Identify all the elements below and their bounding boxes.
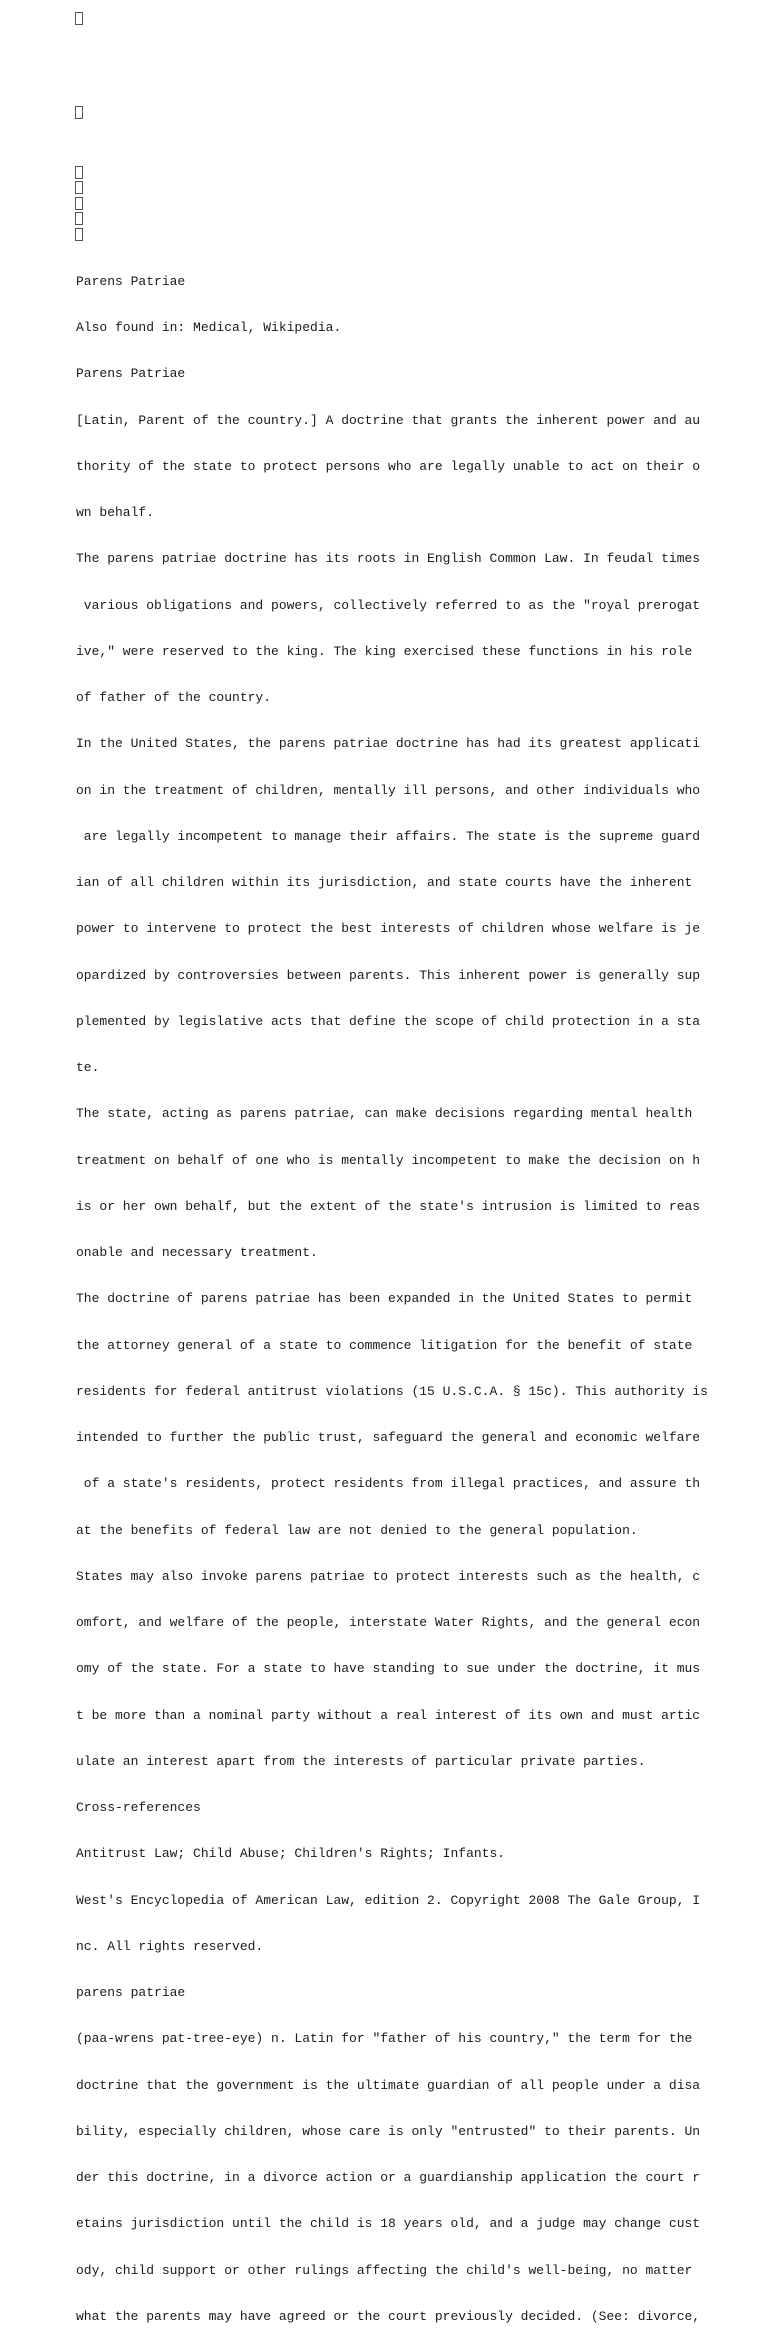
text-line: doctrine that the government is the ultimate guardian of all people under a disa	[76, 2077, 701, 2093]
cross-references-heading: Cross-references	[76, 1800, 201, 1816]
text-line: der this doctrine, in a divorce action or a guardianship application the court r	[76, 2170, 701, 2186]
text-line: [Latin, Parent of the country.] A doctrine that grants the inherent power and au	[76, 412, 701, 428]
text-line: power to intervene to protect the best interests of children whose welfare is je	[76, 921, 701, 937]
text-line: te.	[76, 1060, 100, 1076]
text-line: In the United States, the parens patriae doctrine has had its greatest applicati	[76, 736, 701, 752]
text-line: are legally incompetent to manage their affairs. The state is the supreme guard	[76, 828, 701, 844]
text-line: bility, especially children, whose care is only "entrusted" to their parents. Un	[76, 2123, 701, 2139]
text-line: various obligations and powers, collectively referred to as the "royal prerogat	[76, 597, 701, 613]
cross-references-list: Antitrust Law; Child Abuse; Children's Rights; Infants.	[76, 1846, 506, 1862]
copyright-line: West's Encyclopedia of American Law, edition 2. Copyright 2008 The Gale Group, I	[76, 1892, 701, 1908]
text-line: wn behalf.	[76, 505, 155, 521]
text-line: etains jurisdiction until the child is 18 years old, and a judge may change cust	[76, 2216, 701, 2232]
text-line: what the parents may have agreed or the court previously decided. (See: divorce,	[76, 2308, 701, 2324]
missing-glyph-icon	[75, 197, 83, 210]
also-found-in: Also found in: Medical, Wikipedia.	[76, 320, 342, 336]
text-line: t be more than a nominal party without a real interest of its own and must artic	[76, 1707, 701, 1723]
text-line: The doctrine of parens patriae has been expanded in the United States to permit	[76, 1291, 693, 1307]
text-line: onable and necessary treatment.	[76, 1245, 318, 1261]
text-line: opardized by controversies between parents. This inherent power is generally sup	[76, 967, 701, 983]
missing-glyph-icon	[75, 212, 83, 225]
text-line: The state, acting as parens patriae, can make decisions regarding mental health	[76, 1106, 693, 1122]
text-line: at the benefits of federal law are not denied to the general population.	[76, 1522, 638, 1538]
text-line: of father of the country.	[76, 690, 272, 706]
text-line: ody, child support or other rulings affecting the child's well-being, no matter	[76, 2262, 693, 2278]
text-line: plemented by legislative acts that define the scope of child protection in a sta	[76, 1013, 701, 1029]
copyright-line: nc. All rights reserved.	[76, 1938, 264, 1954]
missing-glyph-icon	[75, 12, 83, 25]
text-line: of a state's residents, protect residents from illegal practices, and assure th	[76, 1476, 701, 1492]
missing-glyph-icon	[75, 228, 83, 241]
text-line: omy of the state. For a state to have standing to sue under the doctrine, it mus	[76, 1661, 701, 1677]
text-line: the attorney general of a state to commence litigation for the benefit of state	[76, 1337, 693, 1353]
text-line: on in the treatment of children, mentally ill persons, and other individuals who	[76, 782, 701, 798]
document-body	[76, 243, 708, 2340]
text-line: treatment on behalf of one who is mentally incompetent to make the decision on h	[76, 1152, 701, 1168]
entry-heading: Parens Patriae	[76, 366, 186, 382]
document-title: Parens Patriae	[76, 273, 186, 289]
text-line: residents for federal antitrust violations (15 U.S.C.A. § 15c). This authority is	[76, 1383, 708, 1399]
missing-glyph-icon	[75, 106, 83, 119]
text-line: intended to further the public trust, safeguard the general and economic welfare	[76, 1430, 701, 1446]
entry-heading: parens patriae	[76, 1985, 186, 2001]
text-line: omfort, and welfare of the people, interstate Water Rights, and the general econ	[76, 1615, 701, 1631]
text-line: States may also invoke parens patriae to protect interests such as the health, c	[76, 1568, 701, 1584]
text-line: The parens patriae doctrine has its roots in English Common Law. In feudal times	[76, 551, 701, 567]
text-line: is or her own behalf, but the extent of the state's intrusion is limited to reas	[76, 1198, 701, 1214]
missing-glyph-icon	[75, 166, 83, 179]
text-line: ian of all children within its jurisdiction, and state courts have the inherent	[76, 875, 693, 891]
missing-glyph-icon	[75, 181, 83, 194]
text-line: ulate an interest apart from the interests of particular private parties.	[76, 1753, 646, 1769]
text-line: (paa-wrens pat-tree-eye) n. Latin for "father of his country," the term for the	[76, 2031, 693, 2047]
text-line: thority of the state to protect persons who are legally unable to act on their o	[76, 458, 701, 474]
text-line: ive," were reserved to the king. The king exercised these functions in his role	[76, 643, 693, 659]
